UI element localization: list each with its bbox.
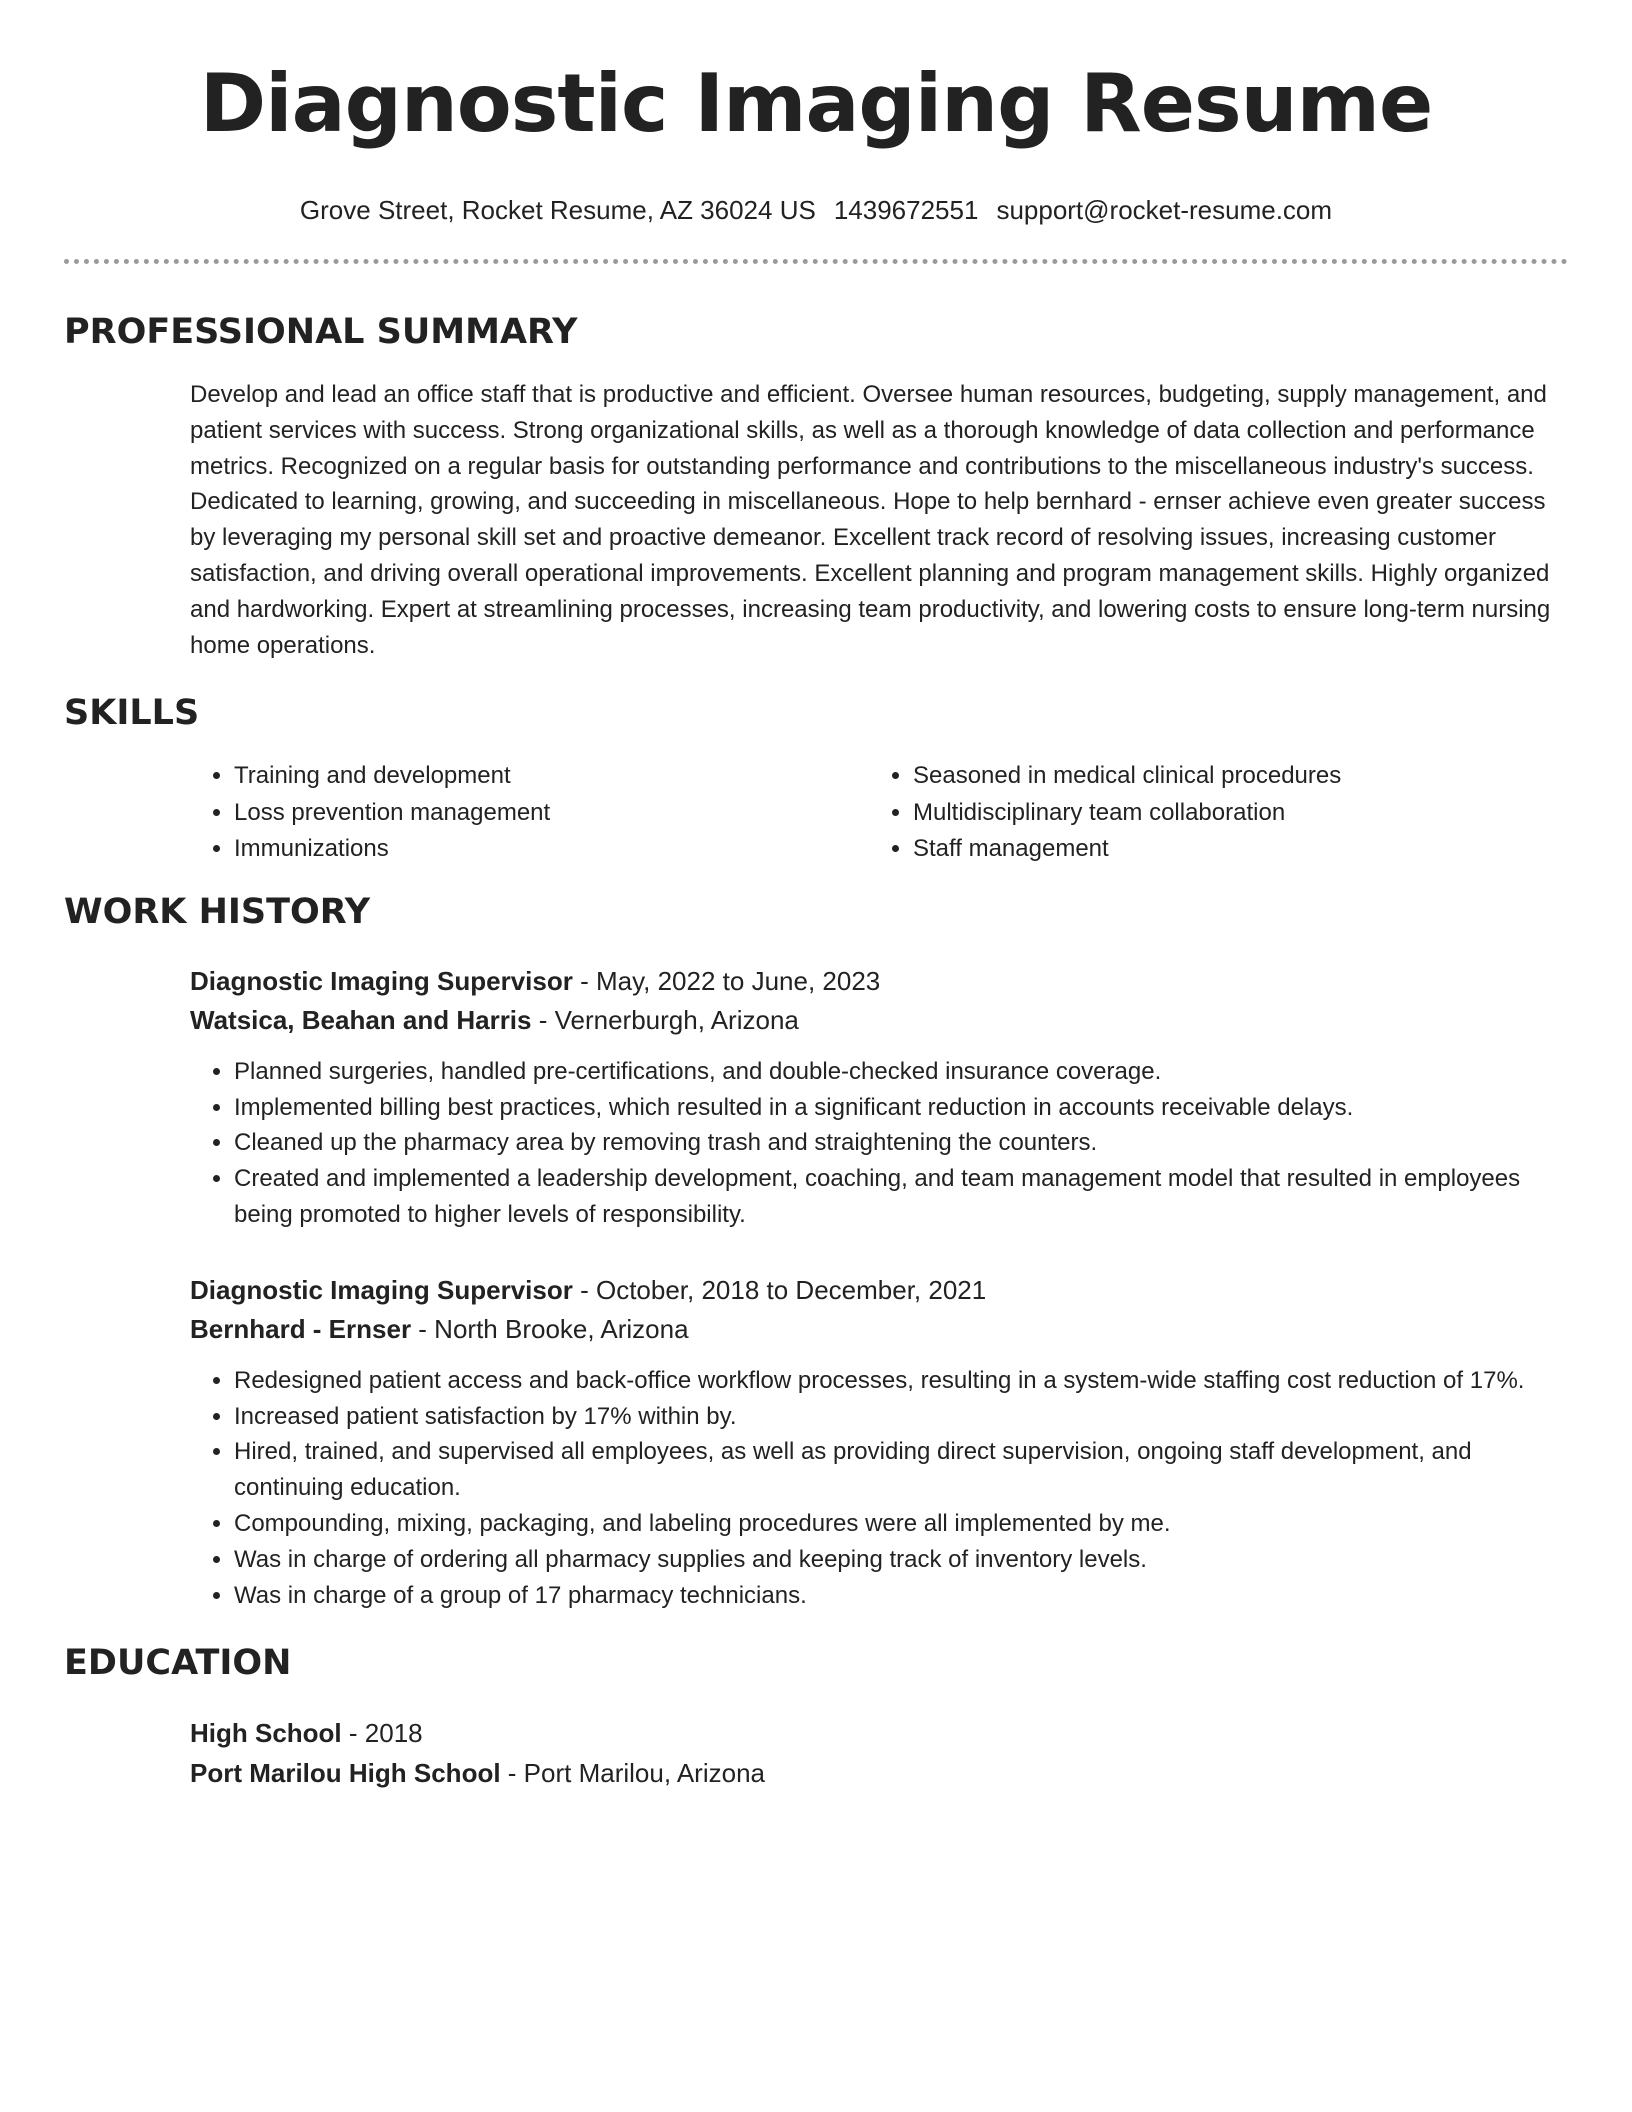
- contact-email: support@rocket-resume.com: [996, 195, 1333, 225]
- job-bullet: • Was in charge of a group of 17 pharmacy technicians.: [234, 1578, 1568, 1614]
- job-location: - Vernerburgh, Arizona: [531, 1004, 799, 1035]
- job-dates: - May, 2022 to June, 2023: [572, 965, 881, 996]
- skill-item: • Training and development: [234, 758, 869, 795]
- job-company-line: [190, 1001, 1568, 1040]
- skill-item: • Loss prevention management: [234, 795, 869, 832]
- education-entry: [190, 1713, 1568, 1793]
- job-location: - North Brooke, Arizona: [411, 1313, 689, 1344]
- skill-item: • Seasoned in medical clinical procedures: [913, 758, 1533, 795]
- job-company-line: [190, 1310, 1568, 1349]
- section-title-skills: SKILLS: [64, 693, 200, 734]
- section-title-education: EDUCATION: [64, 1643, 292, 1684]
- skill-item: • Immunizations: [234, 831, 869, 868]
- section-title-summary: PROFESSIONAL SUMMARY: [64, 312, 578, 352]
- job-bullet: • Redesigned patient access and back-office workflow processes, resulting in a system-wide staffing cost reduction of 17%.: [234, 1363, 1568, 1399]
- job-entry: [190, 962, 1568, 1233]
- contact-address: Grove Street, Rocket Resume, AZ 36024 US: [299, 195, 816, 225]
- education-year: - 2018: [341, 1718, 423, 1749]
- job-company: Bernhard - Ernser: [190, 1313, 412, 1344]
- education-school: Port Marilou High School: [190, 1758, 501, 1789]
- job-role: Diagnostic Imaging Supervisor: [190, 1274, 573, 1305]
- contact-line: [64, 194, 1568, 226]
- job-bullet: • Increased patient satisfaction by 17% within by.: [234, 1399, 1568, 1435]
- education-school-line: [190, 1753, 1568, 1793]
- job-bullet: • Created and implemented a leadership development, coaching, and team management model that resulted in employees being promoted to higher levels of responsibility.: [234, 1161, 1568, 1233]
- job-bullets: [190, 1054, 1568, 1233]
- skill-item: • Staff management: [913, 831, 1533, 868]
- job-bullets: [190, 1363, 1568, 1614]
- contact-phone: 1439672551: [833, 195, 979, 225]
- resume-page: [64, 0, 1568, 1793]
- summary-text: Develop and lead an office staff that is productive and efficient. Oversee human resources, budgeting, supply management, and patient services with success. Strong organizational skills, as well as a thorough knowledge of data collection and performance metrics. Recognized on a regular basis for outstanding performance and contributions to the miscellaneous industry's success. Dedicated to learning, growing, and succeeding in miscellaneous. Hope to help bernhard - ernser achieve even greater success by leveraging my personal skill set and proactive demeanor. Excellent track record of resolving issues, increasing customer satisfaction, and driving overall operational improvements. Excellent planning and program management skills. Highly organized and hardworking. Expert at streamlining processes, increasing team productivity, and lowering costs to ensure long-term nursing home operations.: [190, 381, 1551, 659]
- job-bullet: • Compounding, mixing, packaging, and labeling procedures were all implemented by me.: [234, 1506, 1568, 1542]
- job-bullet: • Cleaned up the pharmacy area by removing trash and straightening the counters.: [234, 1125, 1568, 1161]
- skills-column-right: [869, 758, 1533, 868]
- education-location: - Port Marilou, Arizona: [500, 1758, 765, 1789]
- job-company: Watsica, Beahan and Harris: [190, 1004, 532, 1035]
- job-entry: [190, 1271, 1568, 1614]
- job-bullet: • Planned surgeries, handled pre-certifications, and double-checked insurance coverage.: [234, 1054, 1568, 1090]
- job-role-line: [190, 962, 1568, 1001]
- education-degree: High School: [190, 1718, 342, 1749]
- section-title-work-history: WORK HISTORY: [64, 891, 371, 932]
- skills-list: [190, 758, 1568, 868]
- header-divider: [64, 259, 1568, 264]
- job-role-line: [190, 1271, 1568, 1310]
- resume-title: Diagnostic Imaging Resume: [199, 57, 1433, 150]
- job-dates: - October, 2018 to December, 2021: [572, 1274, 987, 1305]
- education-degree-line: [190, 1713, 1568, 1753]
- job-role: Diagnostic Imaging Supervisor: [190, 965, 573, 996]
- skill-item: • Multidisciplinary team collaboration: [913, 795, 1533, 832]
- job-bullet: • Implemented billing best practices, which resulted in a significant reduction in accounts receivable delays.: [234, 1090, 1568, 1126]
- job-bullet: • Hired, trained, and supervised all employees, as well as providing direct supervision, ongoing staff development, and continuing education.: [234, 1434, 1568, 1506]
- skills-column-left: [190, 758, 869, 868]
- job-bullet: • Was in charge of ordering all pharmacy supplies and keeping track of inventory levels.: [234, 1542, 1568, 1578]
